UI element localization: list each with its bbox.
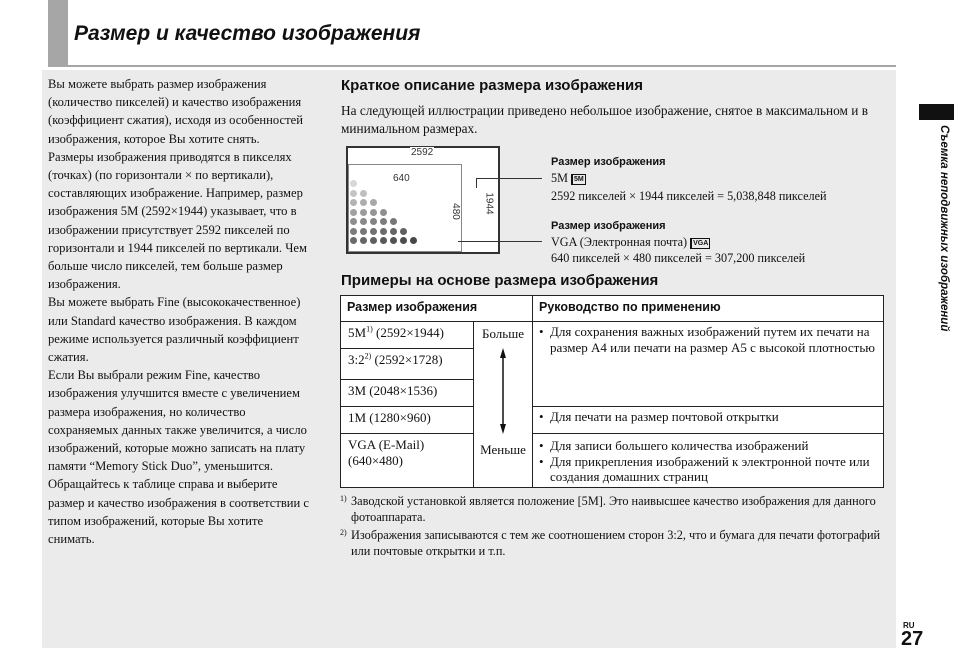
usage-cell: [533, 407, 884, 434]
pattern-dot: [410, 237, 417, 244]
size-dims: (2592×1944): [372, 325, 444, 340]
footnote-text: Заводской установкой является положение [5M]. Это наивысшее качество изображения для данного фотоаппарата.: [351, 494, 876, 524]
pattern-dot: [390, 218, 397, 225]
pattern-dot: [350, 218, 357, 225]
examples-heading: Примеры на основе размера изображения: [341, 272, 659, 289]
pattern-dot: [390, 237, 397, 244]
annotation-heading: Размер изображения: [551, 156, 666, 168]
annotation-size-label: 5M: [551, 171, 568, 185]
header-rule: [48, 65, 896, 67]
double-arrow-icon: [500, 348, 506, 434]
usage-cell: [533, 434, 884, 488]
annotation-size: [551, 170, 586, 186]
pattern-dot: [370, 237, 377, 244]
usage-item: • Для прикрепления изображений к электронной почте или создания домашних страниц: [539, 454, 877, 485]
pattern-dot: [370, 199, 377, 206]
annotation-size-label: VGA (Электронная почта): [551, 235, 688, 249]
footnote: [340, 527, 885, 559]
range-larger-label: Больше: [482, 326, 524, 341]
header-accent-bar: [48, 0, 68, 66]
pattern-dot: [360, 237, 367, 244]
size-label: 3:2: [348, 352, 365, 367]
size-illustration: [346, 146, 500, 254]
pattern-dot: [380, 237, 387, 244]
pattern-dot: [390, 228, 397, 235]
footnotes: [340, 493, 885, 561]
small-height-label: 480: [449, 203, 461, 220]
pattern-dot: [350, 209, 357, 216]
image-size-table: [340, 295, 884, 488]
pattern-dot: [350, 180, 357, 187]
pattern-dot: [380, 209, 387, 216]
section-side-label: Съемка неподвижных изображений: [938, 125, 950, 332]
annotation-leader: [476, 178, 477, 188]
large-width-label: 2592: [411, 147, 434, 158]
usage-item: • Для записи большего количества изображений: [539, 438, 877, 454]
small-width-label: 640: [393, 173, 410, 184]
pattern-dot: [400, 237, 407, 244]
size-5m-icon: 5M: [571, 174, 586, 185]
sample-image-pattern: [350, 180, 434, 248]
annotation-pixels: 640 пикселей × 480 пикселей = 307,200 пикселей: [551, 251, 806, 265]
intro-paragraph: Размеры изображения приводятся в пикселях (точках) (по горизонтали × по вертикали), составляющих изображение. Например, размер изображения 5M (2592×1944) указывает, что в изображении присутствует 2592 пикселей по горизонтали и 1944 пикселей по вертикали. Чем больше число пикселей, тем больше размер изображения.: [48, 149, 307, 292]
pattern-dot: [350, 237, 357, 244]
page-title: Размер и качество изображения: [74, 22, 421, 45]
size-label: 5M: [348, 325, 367, 340]
range-smaller-label: Меньше: [480, 442, 526, 457]
footnote-text: Изображения записываются с тем же соотношением сторон 3:2, что и бумага для печати фотографий или почтовые открытки и т.п.: [351, 528, 881, 558]
annotation-pixels: 2592 пикселей × 1944 пикселей = 5,038,848 пикселей: [551, 189, 827, 203]
table-row: [341, 434, 884, 488]
summary-heading: Краткое описание размера изображения: [341, 77, 644, 94]
col-usage-header: Руководство по применению: [533, 296, 884, 322]
size-range-cell: [474, 322, 533, 488]
pattern-dot: [400, 228, 407, 235]
pattern-dot: [360, 218, 367, 225]
col-size-header: Размер изображения: [341, 296, 533, 322]
size-dims: (2592×1728): [371, 352, 443, 367]
pattern-dot: [360, 190, 367, 197]
pattern-dot: [350, 228, 357, 235]
pattern-dot: [370, 228, 377, 235]
footnote: [340, 493, 885, 525]
table-row: [341, 322, 884, 349]
intro-column: [48, 75, 310, 548]
size-cell: [341, 349, 474, 380]
usage-item: • Для печати на размер почтовой открытки: [539, 409, 877, 425]
intro-paragraph: Вы можете выбрать Fine (высококачественное) или Standard качество изображения. В каждом режиме используется различный коэффициент сжатия.: [48, 295, 301, 365]
table-row: [341, 407, 884, 434]
table-header-row: [341, 296, 884, 322]
size-cell: 1M (1280×960): [341, 407, 474, 434]
footnote-mark: 1): [366, 324, 373, 334]
footnote-mark: 2): [340, 528, 347, 537]
size-cell: [341, 322, 474, 349]
usage-item: • Для сохранения важных изображений путем их печати на размер A4 или печати на размер A5 с высокой плотностью: [539, 324, 877, 355]
pattern-dot: [380, 218, 387, 225]
pattern-dot: [350, 199, 357, 206]
pattern-dot: [360, 199, 367, 206]
size-vga-icon: VGA: [690, 238, 710, 249]
pattern-dot: [370, 209, 377, 216]
language-label: RU: [903, 621, 915, 630]
size-cell: VGA (E-Mail) (640×480): [341, 434, 474, 488]
size-cell: 3M (2048×1536): [341, 380, 474, 407]
pattern-dot: [370, 218, 377, 225]
usage-cell: [533, 322, 884, 407]
footnote-mark: 2): [364, 351, 372, 361]
pattern-dot: [360, 228, 367, 235]
summary-intro: На следующей иллюстрации приведено небольшое изображение, снятое в максимальном и в минимальном размерах.: [341, 103, 868, 136]
pattern-dot: [350, 190, 357, 197]
page-number: 27: [901, 628, 924, 650]
intro-paragraph: Вы можете выбрать размер изображения (количество пикселей) и качество изображения (коэффициент сжатия), исходя из особенностей изображения, которое Вы хотите снять.: [48, 77, 303, 146]
section-tab: [919, 104, 954, 120]
footnote-mark: 1): [340, 494, 347, 503]
annotation-leader: [476, 178, 542, 179]
annotation-heading: Размер изображения: [551, 220, 666, 232]
pattern-dot: [360, 209, 367, 216]
pattern-dot: [380, 228, 387, 235]
intro-paragraph: Если Вы выбрали режим Fine, качество изображения улучшится вместе с увеличением размера изображения, но количество сохраняемых данных также увеличится, а число изображений, которые можно записать на плату памяти “Memory Stick Duo”, уменьшится. Обращайтесь к таблице справа и выберите размер и качество изображения в соответствии с типом изображений, которые Вы хотите снимать.: [48, 368, 309, 547]
large-height-label: 1944: [483, 192, 495, 215]
annotation-leader: [458, 241, 542, 242]
annotation-size: [551, 234, 710, 250]
